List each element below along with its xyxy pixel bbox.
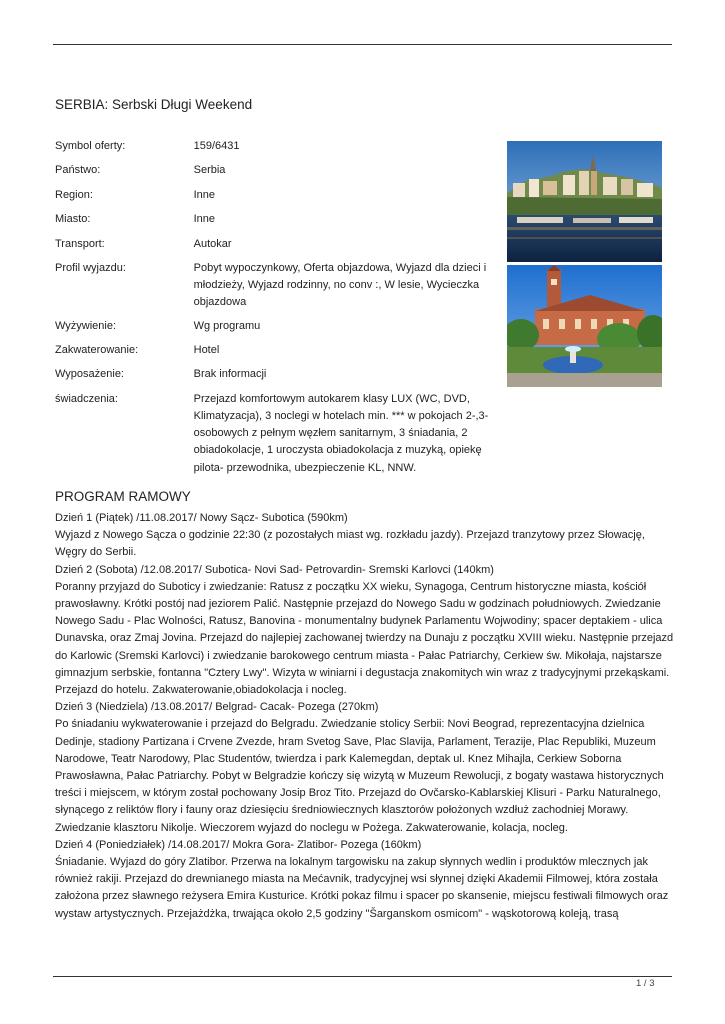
info-value: Serbia xyxy=(193,164,226,177)
info-value: Pobyt wypoczynkowy, Oferta objazdowa, Wyjazd dla dzieci i młodzieży, Wyjazd rodzinny, no conv :, W lesie, Wycieczka objazdowa xyxy=(193,261,487,309)
day-4-heading: Dzień 4 (Poniedziałek) /14.08.2017/ Mokra Gora- Zlatibor- Pozega (160km) xyxy=(55,838,422,851)
info-label: Region: xyxy=(55,188,93,201)
info-value: Wg programu xyxy=(193,319,261,332)
day-3-heading: Dzień 3 (Niedziela) /13.08.2017/ Belgrad- Cacak- Pozega (270km) xyxy=(55,701,379,714)
info-value: Przejazd komfortowym autokarem klasy LUX (WC, DVD, Klimatyzacja), 3 noclegi w hotelach min. *** w pokojach 2-,3-osobowych z pełnym węzłem sanitarnym, 3 śniadania, 2 obiadokolacje, 1 uroczysta obiadokolacja z muzyką, opiekę pilota- przewodnika, ubezpieczenie KL, NNW. xyxy=(193,392,489,474)
info-row-trip-profile xyxy=(55,260,495,312)
program-body xyxy=(55,510,675,923)
info-label: Wyposażenie: xyxy=(55,368,124,381)
info-row-meals xyxy=(55,318,495,342)
info-label: Transport: xyxy=(55,237,105,250)
info-row-region xyxy=(55,187,495,211)
belgrade-riverside-image xyxy=(507,141,662,262)
day-1-heading: Dzień 1 (Piątek) /11.08.2017/ Nowy Sącz- Subotica (590km) xyxy=(55,512,348,524)
day-2-text: Poranny przyjazd do Suboticy i zwiedzanie: Ratusz z początku XX wieku, Synagoga, Centrum historyczne miasta, kościół prawosławny. Krótki postój nad jeziorem Palić. Następnie przejazd do Nowego Sadu w godzinach południowych. Zwiedzanie Nowego Sadu - Plac Wolności, Ratusz, Banovina - monumentalny budynek Parlamentu Wojwodiny; spacer deptakiem - ulica Dunavska, oraz Zmaj Jovina. Przejazd do najlepiej zachowanej twierdzy na Dunaju z początku XVIII wieku. Następnie przejazd do Karlowic (Sremski Karlovci) i zwiedzanie barokowego centrum miasta - Pałac Patriarchy, Cerkiew św. Mikołaja, najstarsze gimnazjum serbskie, fontanna "Cztery Lwy". Wizyta w winiarni i degustacja znakomitych win wraz z tradycyjnymi przekąskami. Przejazd do hotelu. Zakwaterowanie,obiadokolacja i nocleg. xyxy=(55,580,674,697)
offer-info-table xyxy=(55,138,495,477)
day-3-text: Po śniadaniu wykwaterowanie i przejazd do Belgradu. Zwiedzanie stolicy Serbii: Novi Beograd, reprezentacyjna dzielnica Dedinje, stadiony Partizana i Crvene Zvezde, hram Svetog Save, Plac Slavija, Parlament, Terazije, Plac Republiki, Muzeum Narodowe, Teatr Narodowy, Plac Studentów, twierdza i park Kalemegdan, deptak ul. Knez Mihajla, Cerkiew Soborna Prawosławna, Pałac Patriarchy. Pobyt w Belgradzie kończy się wizytą w Muzeum Rewolucji, z bogaty wastawa historycznych treści i miejscem, w którym został pochowany Josip Broz Tito. Przejazd do Ovčarsko-Kablarskiej Klisuri - Parku Naturalnego, słynącego z reliktów flory i fauny oraz dziesięciu średniowiecznych klasztorów położonych wzdłuż zachodniej Morawy. Zwiedzanie klasztoru Nikolje. Wieczorem wyjazd do noclegu w Pożega. Zakwaterowanie, kolacja, nocleg. xyxy=(55,718,664,834)
day-2-heading: Dzień 2 (Sobota) /12.08.2017/ Subotica- Novi Sad- Petrovardin- Sremski Karlovci (140km) xyxy=(55,563,494,576)
page-number: 1 / 3 xyxy=(636,978,655,989)
info-label: Profil wyjazdu: xyxy=(55,261,126,274)
info-value: 159/6431 xyxy=(193,140,240,152)
info-row-city xyxy=(55,211,495,235)
info-label: Zakwaterowanie: xyxy=(55,343,139,356)
info-label: Miasto: xyxy=(55,213,91,226)
info-row-services xyxy=(55,391,495,477)
info-label: świadczenia: xyxy=(55,392,118,405)
info-value: Autokar xyxy=(193,237,232,250)
info-label: Wyżywienie: xyxy=(55,319,117,332)
info-label: Państwo: xyxy=(55,164,101,177)
info-value: Hotel xyxy=(193,343,220,356)
subotica-town-hall-image xyxy=(507,265,662,387)
info-row-transport xyxy=(55,236,495,260)
info-label: Symbol oferty: xyxy=(55,140,126,152)
footer-rule xyxy=(53,976,672,977)
info-value: Inne xyxy=(193,213,216,226)
document-title: SERBIA: Serbski Długi Weekend xyxy=(55,97,253,112)
program-section-title: PROGRAM RAMOWY xyxy=(55,489,191,504)
info-row-accommodation xyxy=(55,342,495,366)
info-row-equipment xyxy=(55,366,495,390)
info-row-symbol xyxy=(55,138,495,162)
info-row-country xyxy=(55,162,495,186)
info-value: Brak informacji xyxy=(193,368,267,381)
subotica-town-hall-photo xyxy=(507,265,662,387)
day-4-text: Śniadanie. Wyjazd do góry Zlatibor. Przerwa na lokalnym targowisku na zakup słynnych wedlin i produktów mlecznych jak również rakiji. Przejazd do drewnianego miasta na Mećavnik, tradycyjnej wsi słynnej dzięki Akademii Filmowej, która została założona przez sławnego reżysera Emira Kusturice. Krótki pokaz filmu i spacer po skansenie, miejscu festiwali filmowych oraz wystaw artystycznych. Przejażdżka, trwająca około 2,5 godziny "Šarganskom osmicom" - wąskotorową koleją, trasą xyxy=(55,856,669,920)
header-rule xyxy=(53,44,672,45)
day-1-text: Wyjazd z Nowego Sącza o godzinie 22:30 (z pozostałych miast wg. rozkładu jazdy). Przejazd tranzytowy przez Słowację, Węgry do Serbii. xyxy=(55,529,645,559)
info-value: Inne xyxy=(193,188,216,201)
belgrade-riverside-photo xyxy=(507,141,662,262)
